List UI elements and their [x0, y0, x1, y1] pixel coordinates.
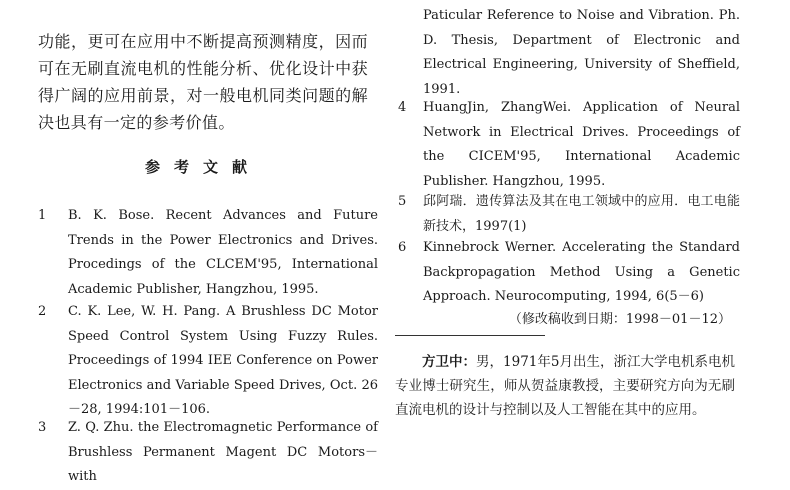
author-bio	[395, 350, 735, 422]
reference-item	[395, 190, 740, 239]
references-heading: 参考文献	[144, 158, 261, 176]
reference-text: C. K. Lee, W. H. Pang. A Brushless DC Motor Speed Control System Using Fuzzy Rules. Proceedings of 1994 IEE Conference on Power Electronics and Variable Speed Drives, Oct. 26－28, 1994:101－106.	[68, 304, 378, 417]
body-paragraph: 功能，更可在应用中不断提高预测精度，因而可在无刷直流电机的性能分析、优化设计中获得广阔的应用前景，对一般电机同类问题的解决也具有一定的参考价值。	[38, 32, 368, 132]
author-bio-text: 男，1971年5月出生，浙江大学电机系电机专业博士研究生，师从贺益康教授，主要研究方向为无刷直流电机的设计与控制以及人工智能在其中的应用。	[395, 354, 735, 418]
reference-text: Paticular Reference to Noise and Vibration. Ph. D. Thesis, Department of Electronic and Electrical Engineering, University of Sheffield, 1991.	[423, 8, 740, 97]
reference-item	[38, 204, 378, 302]
reference-number: 6	[398, 240, 407, 255]
reference-text: 邱阿瑞．遗传算法及其在电工领域中的应用．电工电能新技术，1997(1)	[423, 194, 740, 234]
revised-date: （修改稿收到日期：1998－01－12）	[508, 312, 731, 327]
reference-text: Kinnebrock Werner. Accelerating the Standard Backpropagation Method Using a Genetic Approach. Neurocomputing, 1994, 6(5－6)	[423, 240, 740, 304]
reference-number: 3	[38, 420, 47, 435]
reference-number: 1	[38, 208, 47, 223]
reference-item-continued	[395, 4, 740, 102]
reference-number: 5	[398, 194, 407, 209]
reference-item	[395, 96, 740, 194]
reference-text: Z. Q. Zhu. the Electromagnetic Performance of Brushless Permanent Magent DC Motors－with	[68, 420, 378, 484]
reference-number: 2	[38, 304, 47, 319]
author-name: 方卫中：	[422, 354, 477, 370]
reference-item	[38, 416, 378, 490]
divider	[395, 335, 545, 336]
reference-text: B. K. Bose. Recent Advances and Future Trends in the Power Electronics and Drives. Procedings of the CLCEM'95, International Academic Publisher, Hangzhou, 1995.	[68, 208, 378, 297]
reference-item	[38, 300, 378, 423]
reference-item	[395, 236, 740, 310]
reference-number: 4	[398, 100, 407, 115]
reference-text: HuangJin, ZhangWei. Application of Neural Network in Electrical Drives. Proceedings of the CICEM'95, International Academic Publisher. Hangzhou, 1995.	[423, 100, 740, 189]
